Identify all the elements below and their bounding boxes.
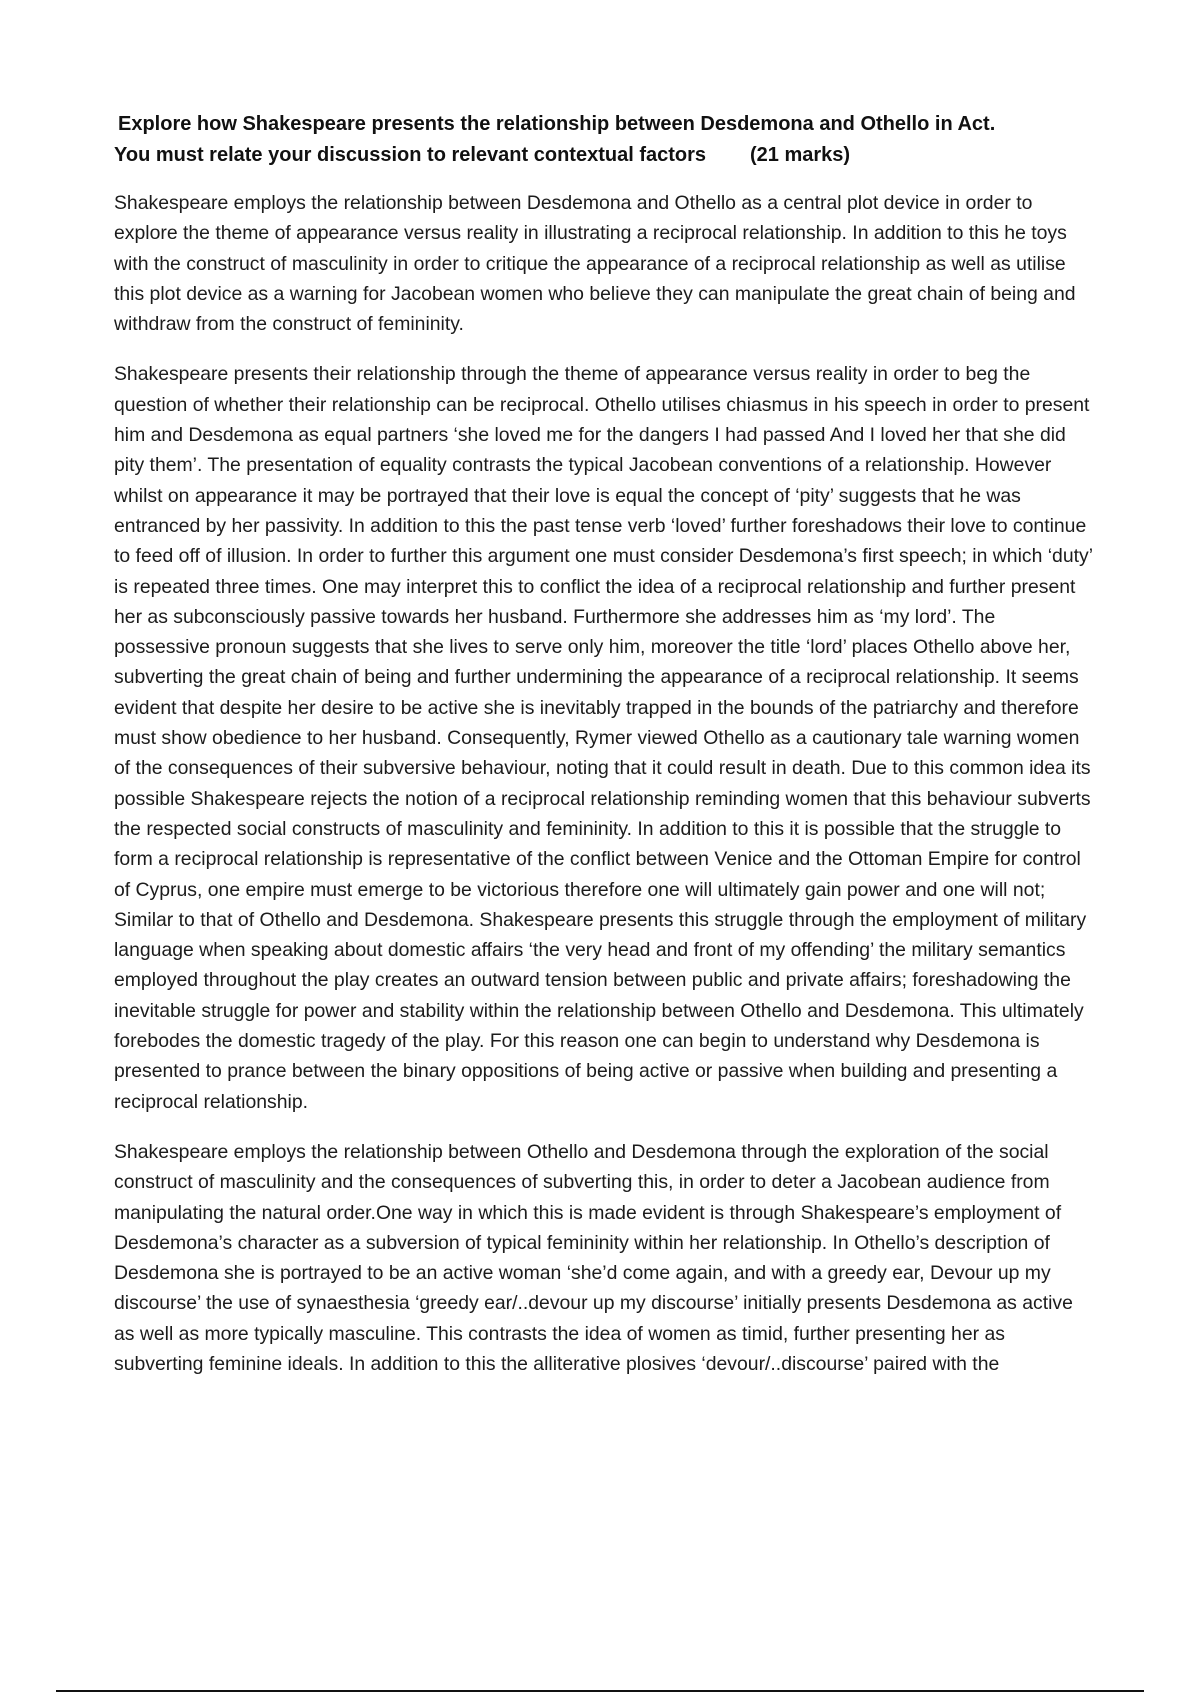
- question-marks: (21 marks): [750, 144, 851, 166]
- essay-paragraph-2: Shakespeare presents their relationship through the theme of appearance versus reality in order to beg the question of whether their relationship can be reciprocal. Othello utilises chiasmus in his speech in order to present him and Desdemona as equal partners ‘she loved me for the dangers I had passed And I loved her that she did pity them’. The presentation of equality contrasts the typical Jacobean conventions of a relationship. However whilst on appearance it may be portrayed that their love is equal the concept of ‘pity’ suggests that he was entranced by her passivity. In addition to this the past tense verb ‘loved’ further foreshadows their love to continue to feed off of illusion. In order to further this argument one must consider Desdemona’s first speech; in which ‘duty’ is repeated three times. One may interpret this to conflict the idea of a reciprocal relationship and further present her as subconsciously passive towards her husband. Furthermore she addresses him as ‘my lord’. The possessive pronoun suggests that she lives to serve only him, moreover the title ‘lord’ places Othello above her, subverting the great chain of being and further undermining the appearance of a reciprocal relationship. It seems evident that despite her desire to be active she is inevitably trapped in the bounds of the patriarchy and therefore must show obedience to her husband. Consequently, Rymer viewed Othello as a cautionary tale warning women of the consequences of their subversive behaviour, noting that it could result in death. Due to this common idea its possible Shakespeare rejects the notion of a reciprocal relationship reminding women that this behaviour subverts the respected social constructs of masculinity and femininity. In addition to this it is possible that the struggle to form a reciprocal relationship is representative of the conflict between Venice and the Ottoman Empire for control of Cyprus, one empire must emerge to be victorious therefore one will ultimately gain power and one will not; Similar to that of Othello and Desdemona. Shakespeare presents this struggle through the employment of military language when speaking about domestic affairs ‘the very head and front of my offending’ the military semantics employed throughout the play creates an outward tension between public and private affairs; foreshadowing the inevitable struggle for power and stability within the relationship between Othello and Desdemona. This ultimately forebodes the domestic tragedy of the play. For this reason one can begin to understand why Desdemona is presented to prance between the binary oppositions of being active or passive when building and presenting a reciprocal relationship.: [114, 363, 1093, 1113]
- essay-question: [114, 109, 1114, 171]
- question-line-1: Explore how Shakespeare presents the relationship between Desdemona and Othello in Act.: [118, 113, 996, 135]
- question-line-2: [114, 140, 1114, 171]
- footer-divider: [56, 1690, 1144, 1692]
- essay-paragraph-3: Shakespeare employs the relationship between Othello and Desdemona through the exploration of the social construct of masculinity and the consequences of subverting this, in order to deter a Jacobean audience from manipulating the natural order.One way in which this is made evident is through Shakespeare’s employment of Desdemona’s character as a subversion of typical femininity within her relationship. In Othello’s description of Desdemona she is portrayed to be an active woman ‘she’d come again, and with a greedy ear, Devour up my discourse’ the use of synaesthesia ‘greedy ear/..devour up my discourse’ initially presents Desdemona as active as well as more typically masculine. This contrasts the idea of women as timid, further presenting her as subverting feminine ideals. In addition to this the alliterative plosives ‘devour/..discourse’ paired with the: [114, 1140, 1073, 1375]
- essay-paragraph-1: Shakespeare employs the relationship between Desdemona and Othello as a central plot device in order to explore the theme of appearance versus reality in illustrating a reciprocal relationship. In addition to this he toys with the construct of masculinity in order to critique the appearance of a reciprocal relationship as well as utilise this plot device as a warning for Jacobean women who believe they can manipulate the great chain of being and withdraw from the construct of femininity.: [114, 192, 1076, 336]
- question-instruction: You must relate your discussion to relevant contextual factors: [114, 144, 707, 166]
- essay-body: [114, 188, 1094, 1399]
